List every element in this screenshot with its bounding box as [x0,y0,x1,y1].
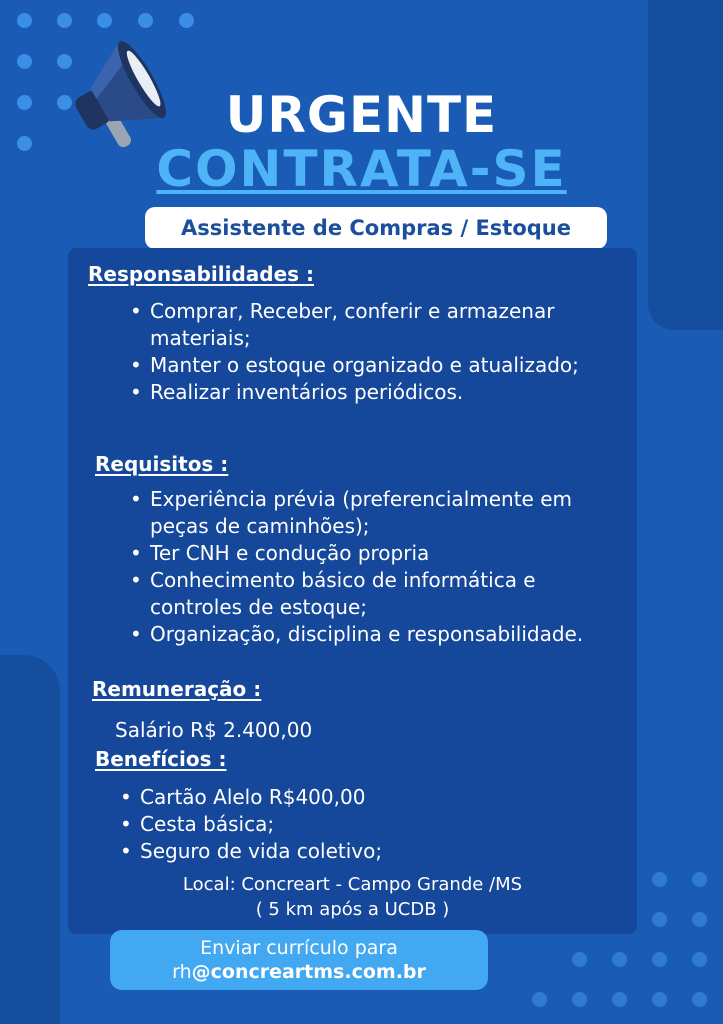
list-item: • Cesta básica; [118,811,598,838]
send-resume-button[interactable] [110,930,488,990]
email-prefix: rh [172,961,192,983]
list-item: • Cartão Alelo R$400,00 [118,784,598,811]
salary-heading: Remuneração : [92,677,262,701]
requirements-list [128,486,608,648]
send-resume-label: Enviar currículo para [200,937,398,959]
list-item: • Experiência prévia (preferencialmente em peças de caminhões); [128,486,608,540]
list-item: • Comprar, Receber, conferir e armazenar materiais; [128,298,623,352]
list-item: • Ter CNH e condução propria [128,540,608,567]
list-item: • Conhecimento básico de informática e controles de estoque; [128,567,608,621]
responsibilities-heading: Responsabilidades : [88,262,315,286]
background-band-left [0,655,60,1024]
requirements-heading: Requisitos : [95,452,229,476]
benefits-heading: Benefícios : [95,747,227,771]
list-item: • Organização, disciplina e responsabilidade. [128,621,608,648]
job-title-badge: Assistente de Compras / Estoque [145,207,607,249]
email-address[interactable] [110,960,488,984]
urgent-title: URGENTE [225,86,498,144]
list-item: • Realizar inventários periódicos. [128,379,623,406]
list-item: • Seguro de vida coletivo; [118,838,598,865]
responsibilities-list [128,298,623,406]
hiring-title: CONTRATA-SE [156,140,567,198]
salary-value: Salário R$ 2.400,00 [115,718,313,742]
location-reference: ( 5 km após a UCDB ) [255,899,450,920]
email-domain: @concreartms.com.br [191,961,426,983]
list-item: • Manter o estoque organizado e atualizado; [128,352,623,379]
location-line: Local: Concreart - Campo Grande /MS [182,874,523,895]
benefits-list [118,784,598,865]
